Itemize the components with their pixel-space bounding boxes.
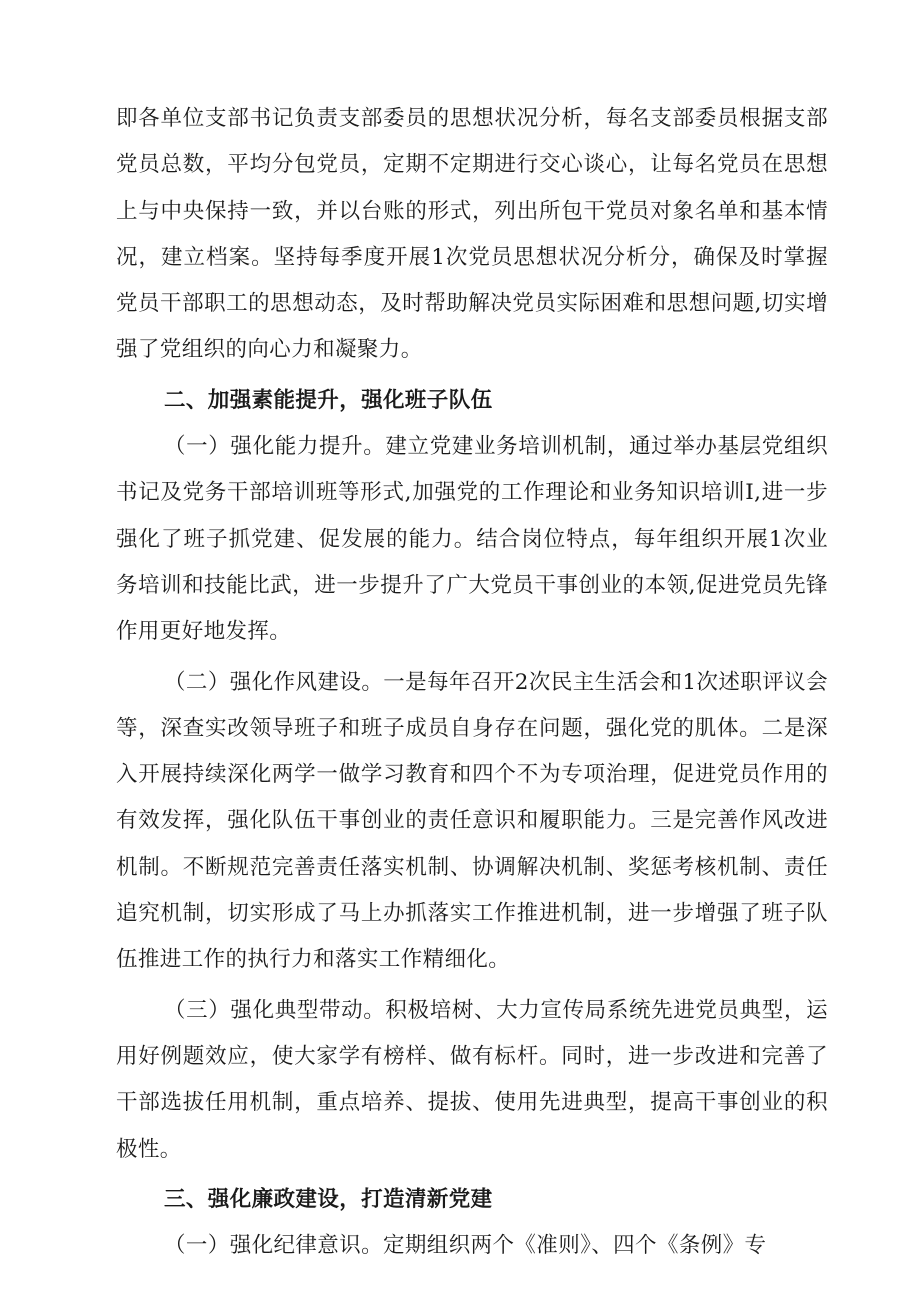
paragraph-thought-analysis: 即各单位支部书记负责支部委员的思想状况分析，每名支部委员根据支部党员总数，平均分包党员，定期不定期进行交心谈心，让每名党员在思想上与中央保持一致，并以台账的形式，列出所包干党员对象名单和基本情况，建立档案。坚持每季度开展1次党员思想状况分析分，确保及时掌握党员干部职工的思想动态，及时帮助解决党员实际困难和思想问题,切实增强了党组织的向心力和凝聚力。 bbox=[116, 106, 828, 363]
paragraph-discipline: （一）强化纪律意识。定期组织两个《准则》、四个《条例》专 bbox=[164, 1233, 767, 1259]
paragraph-capability-improvement: （一）强化能力提升。建立党建业务培训机制，通过举办基层党组织书记及党务干部培训班等形式,加强党的工作理论和业务知识培训I,进一步强化了班子抓党建、促发展的能力。结合岗位特点，每年组织开展1次业务培训和技能比武，进一步提升了广大党员干事创业的本领,促进党员先锋作用更好地发挥。 bbox=[116, 434, 828, 645]
document-body bbox=[116, 96, 828, 1269]
paragraph-work-style: （二）强化作风建设。一是每年召开2次民主生活会和1次述职评议会等，深查实改领导班子和班子成员自身存在问题，强化党的肌体。二是深入开展持续深化两学一做学习教育和四个不为专项治理，促进党员作用的有效发挥，强化队伍干事创业的责任意识和履职能力。三是完善作风改进机制。不断规范完善责任落实机制、协调解决机制、奖惩考核机制、责任追究机制，切实形成了马上办抓落实工作推进机制，进一步增强了班子队伍推进工作的执行力和落实工作精细化。 bbox=[116, 669, 828, 973]
paragraph-role-models: （三）强化典型带动。积极培树、大力宣传局系统先进党员典型，运用好例题效应，使大家学有榜样、做有标杆。同时，进一步改进和完善了干部选拔任用机制，重点培养、提拔、使用先进典型，提高干事创业的积极性。 bbox=[116, 997, 828, 1162]
section-heading-2: 二、加强素能提升，强化班子队伍 bbox=[164, 387, 493, 413]
section-heading-3: 三、强化廉政建设，打造清新党建 bbox=[164, 1186, 493, 1212]
